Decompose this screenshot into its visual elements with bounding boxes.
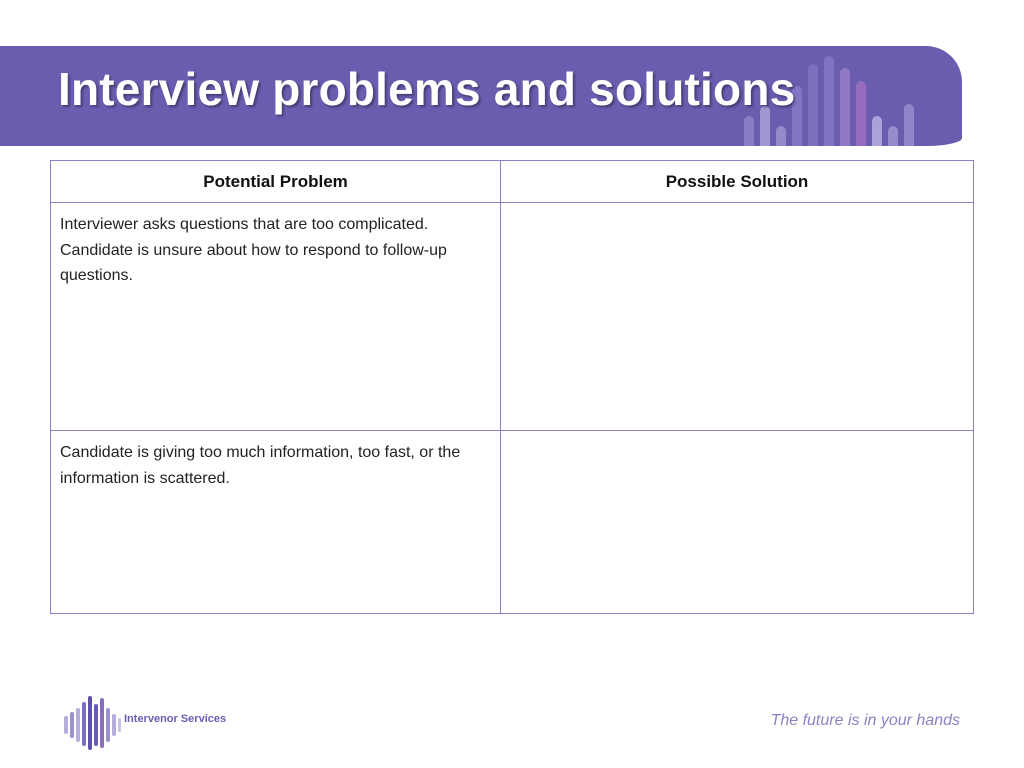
column-header-problem: Potential Problem [51,161,501,203]
solution-cell [501,203,974,431]
table-header-row [51,161,974,203]
problem-cell: Interviewer asks questions that are too complicated. Candidate is unsure about how to respond to follow-up questions. [51,203,501,431]
solution-cell [501,431,974,614]
page-title: Interview problems and solutions [58,63,796,115]
problems-solutions-table [50,160,974,614]
table-row [51,203,974,431]
problem-cell: Candidate is giving too much information, too fast, or the information is scattered. [51,431,501,614]
column-header-solution: Possible Solution [501,161,974,203]
tagline: The future is in your hands [770,712,960,729]
table-row [51,431,974,614]
bars-logo-icon [62,694,122,752]
organization-name: Intervenor Services [124,713,227,725]
